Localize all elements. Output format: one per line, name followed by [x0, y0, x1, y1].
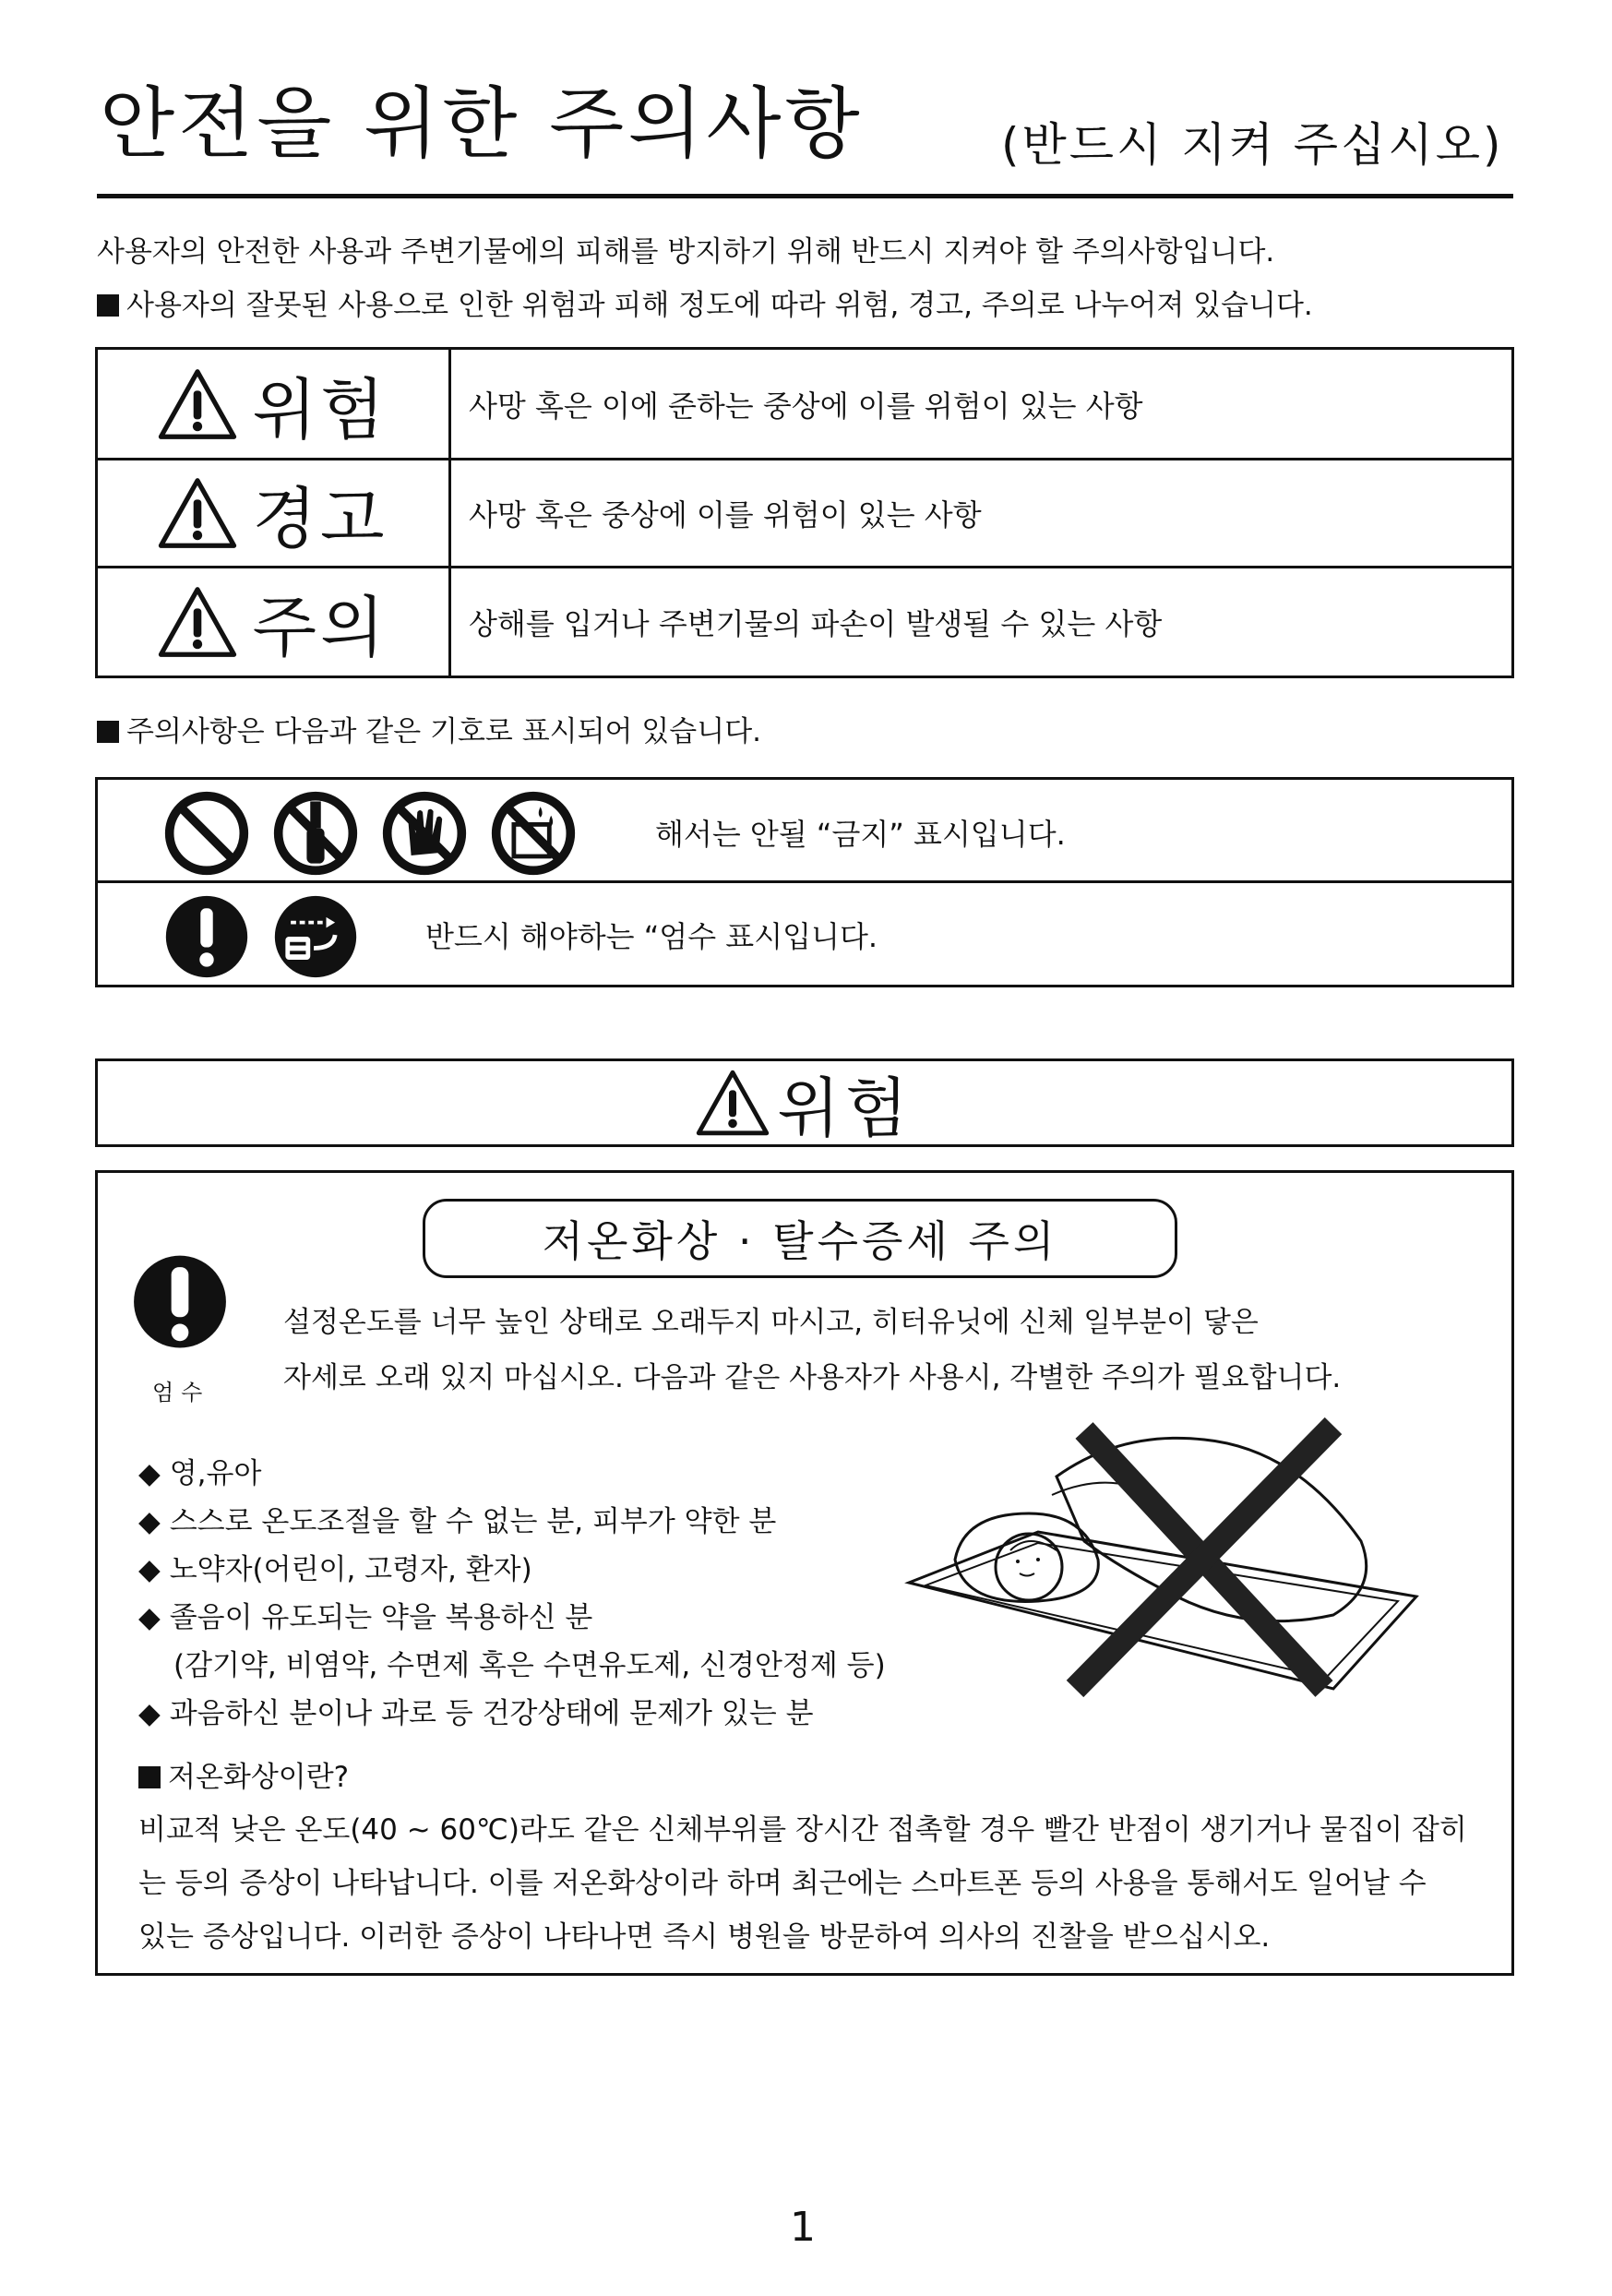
danger-header-label: 위험	[777, 1070, 913, 1146]
danger-warning-line-2: 자세로 오래 있지 마십시오. 다음과 같은 사용자가 사용시, 각별한 주의가 필요합니다.	[283, 1361, 1342, 1394]
hazard-level-table	[95, 347, 1514, 678]
level-label: 주의	[252, 589, 388, 666]
square-bullet-icon	[138, 1766, 161, 1788]
definition-line-1: 비교적 낮은 온도(40 ~ 60℃)라도 같은 신체부위를 장시간 접촉할 경우 빨간 반점이 생기거나 물집이 잡히	[138, 1813, 1467, 1847]
page-subtitle: (반드시 지켜 주십시오)	[1001, 118, 1504, 172]
mandatory-exclamation-icon	[132, 1253, 228, 1369]
level-row-caution	[98, 566, 1511, 676]
mandatory-description: 반드시 해야하는 “엄수 표시입니다.	[425, 919, 878, 954]
prohibited-icon	[162, 789, 251, 878]
square-bullet-icon	[97, 721, 119, 743]
danger-topic-title: 저온화상 · 탈수증세 주의	[423, 1199, 1177, 1278]
definition-line-3: 있는 증상입니다. 이러한 증상이 나타나면 즉시 병원을 방문하여 의사의 진찰을 받으십시오.	[138, 1920, 1271, 1954]
diamond-bullet-icon: ◆	[138, 1601, 170, 1634]
symbol-row-prohibited	[98, 780, 1511, 883]
danger-section-header	[95, 1058, 1514, 1147]
level-label: 경고	[252, 480, 388, 557]
warning-triangle-icon	[696, 1070, 770, 1136]
prohibited-description: 해서는 안될 “금지” 표시입니다.	[655, 817, 1066, 852]
list-item: ◆ 졸음이 유도되는 약을 복용하신 분	[138, 1601, 593, 1634]
list-item: ◆ 영,유아	[138, 1457, 262, 1490]
page-number: 1	[790, 2204, 816, 2251]
no-disassembly-icon	[271, 789, 360, 878]
diamond-bullet-icon: ◆	[138, 1505, 170, 1538]
symbols-intro: 주의사항은 다음과 같은 기호로 표시되어 있습니다.	[97, 718, 761, 747]
danger-warning-line-1: 설정온도를 너무 높인 상태로 오래두지 마시고, 히터유닛에 신체 일부분이 닿은	[283, 1306, 1259, 1339]
level-row-warning	[98, 458, 1511, 566]
level-label: 위험	[252, 370, 388, 448]
intro-line-2: 사용자의 잘못된 사용으로 인한 위험과 피해 정도에 따라 위험, 경고, 주의로 나누어져 있습니다.	[97, 292, 1313, 320]
mandatory-label: 엄수	[152, 1380, 210, 1405]
level-description: 사망 혹은 이에 준하는 중상에 이를 위험이 있는 사항	[469, 388, 1143, 424]
level-row-danger	[98, 350, 1511, 458]
diamond-bullet-icon: ◆	[138, 1553, 170, 1586]
list-item: ◆ 과음하신 분이나 과로 등 건강상태에 문제가 있는 분	[138, 1697, 814, 1730]
warning-triangle-icon	[158, 477, 237, 549]
definition-title: 저온화상이란?	[138, 1764, 349, 1792]
no-touch-icon	[380, 789, 469, 878]
sleeping-person-prohibited-illustration	[900, 1412, 1426, 1716]
list-item: ◆ 스스로 온도조절을 할 수 없는 분, 피부가 약한 분	[138, 1505, 777, 1538]
level-description: 사망 혹은 중상에 이를 위험이 있는 사항	[469, 497, 982, 532]
warning-triangle-icon	[158, 586, 237, 658]
diamond-bullet-icon: ◆	[138, 1697, 170, 1730]
symbol-row-mandatory	[98, 883, 1511, 985]
level-description: 상해를 입거나 주변기물의 파손이 발생될 수 있는 사항	[469, 606, 1163, 641]
square-bullet-icon	[97, 294, 119, 317]
title-divider	[97, 194, 1513, 198]
medication-note: (감기약, 비염약, 수면제 혹은 수면유도제, 신경안정제 등)	[173, 1649, 886, 1682]
no-water-icon	[489, 789, 578, 878]
unplug-icon	[271, 892, 360, 981]
mandatory-exclamation-icon	[162, 892, 251, 981]
list-item: ◆ 노약자(어린이, 고령자, 환자)	[138, 1553, 532, 1586]
page-title: 안전을 위한 주의사항	[100, 78, 864, 169]
symbol-table	[95, 777, 1514, 987]
warning-triangle-icon	[158, 368, 237, 440]
intro-line-1: 사용자의 안전한 사용과 주변기물에의 피해를 방지하기 위해 반드시 지켜야 할 주의사항입니다.	[97, 235, 1275, 269]
definition-line-2: 는 등의 증상이 나타납니다. 이를 저온화상이라 하며 최근에는 스마트폰 등의 사용을 통해서도 일어날 수	[138, 1867, 1427, 1900]
diamond-bullet-icon: ◆	[138, 1457, 170, 1490]
